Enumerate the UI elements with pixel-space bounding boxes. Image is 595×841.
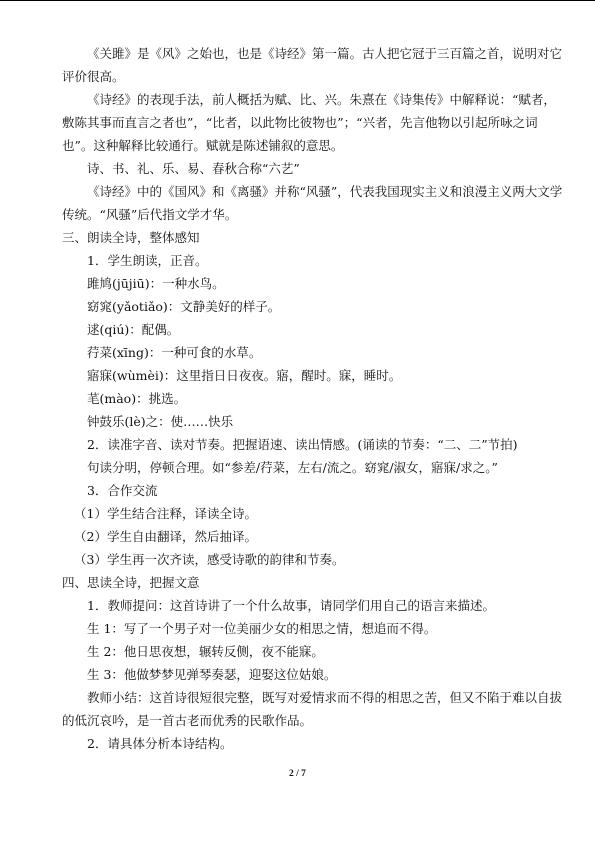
text-line: 生 1：写了一个男子对一位美丽少女的相思之情，想追而不得。 [87, 621, 437, 636]
text-line: 评价很高。 [62, 69, 125, 84]
document-body [62, 42, 563, 755]
text-line: 生 2：他日思夜想，辗转反侧，夜不能寐。 [87, 644, 324, 659]
text-line: 敷陈其事而直言之者也”，“比者，以此物比彼物也”；“兴者，先言他物以引起所咏之词 [62, 115, 538, 130]
text-line: 三、朗读全诗，整体感知 [62, 230, 200, 245]
text-line: 《关雎》是《风》之始也，也是《诗经》第一篇。古人把它冠于三百篇之首，说明对它 [87, 46, 563, 61]
page-number: 2 / 7 [289, 769, 306, 779]
text-line: 《诗经》的表现手法，前人概括为赋、比、兴。朱熹在《诗集传》中解释说：“赋者， [87, 92, 556, 107]
text-line: 荇菜(xīng)：一种可食的水草。 [87, 345, 262, 360]
text-line: 1．教师提问：这首诗讲了一个什么故事，请同学们用自己的语言来描述。 [87, 598, 495, 613]
text-line: （3）学生再一次齐读，感受诗歌的韵律和节奏。 [74, 552, 345, 567]
text-line: 《诗经》中的《国风》和《离骚》并称“风骚”，代表我国现实主义和浪漫主义两大文学 [87, 184, 563, 199]
text-line: 也”。这种解释比较通行。赋就是陈述铺叙的意思。 [62, 138, 344, 153]
text-line: 钟鼓乐(lè)之：使……快乐 [87, 414, 234, 429]
text-line: 的低沉哀吟，是一首古老而优秀的民歌作品。 [62, 713, 313, 728]
text-line: 2．读准字音、读对节奏。把握语速、读出情感。(诵读的节奏：“二、二”节拍) [87, 437, 518, 452]
top-border-line [0, 0, 595, 1]
text-line: 传统。“风骚”后代指文学才华。 [62, 207, 238, 222]
text-line: 3．合作交流 [87, 483, 158, 498]
text-line: 芼(mào)：挑选。 [87, 391, 187, 406]
text-line: 四、思读全诗，把握文意 [62, 575, 200, 590]
text-line: 教师小结：这首诗很短很完整，既写对爱情求而不得的相思之苦，但又不陷于难以自拔 [87, 690, 563, 705]
text-line: 寤寐(wùmèi)：这里指日日夜夜。寤，醒时。寐，睡时。 [87, 368, 402, 383]
text-line: 逑(qiú)：配偶。 [87, 322, 180, 337]
text-line: 句读分明，停顿合理。如“参差/荇菜，左右/流之。窈窕/淑女，寤寐/求之。” [87, 460, 498, 475]
text-line: 1．学生朗读，正音。 [87, 253, 208, 268]
text-line: 雎鸠(jūjiū)：一种水鸟。 [87, 276, 225, 291]
text-line: 生 3：他做梦梦见弹琴奏瑟，迎娶这位姑娘。 [87, 667, 337, 682]
text-line: （1）学生结合注释，译读全诗。 [74, 506, 257, 521]
text-line: （2）学生自由翻译，然后抽译。 [74, 529, 257, 544]
text-line: 诗、书、礼、乐、易、春秋合称“六艺” [87, 161, 300, 176]
text-line: 窈窕(yǎotiǎo)：文静美好的样子。 [87, 299, 281, 314]
text-line: 2．请具体分析本诗结构。 [87, 736, 233, 751]
